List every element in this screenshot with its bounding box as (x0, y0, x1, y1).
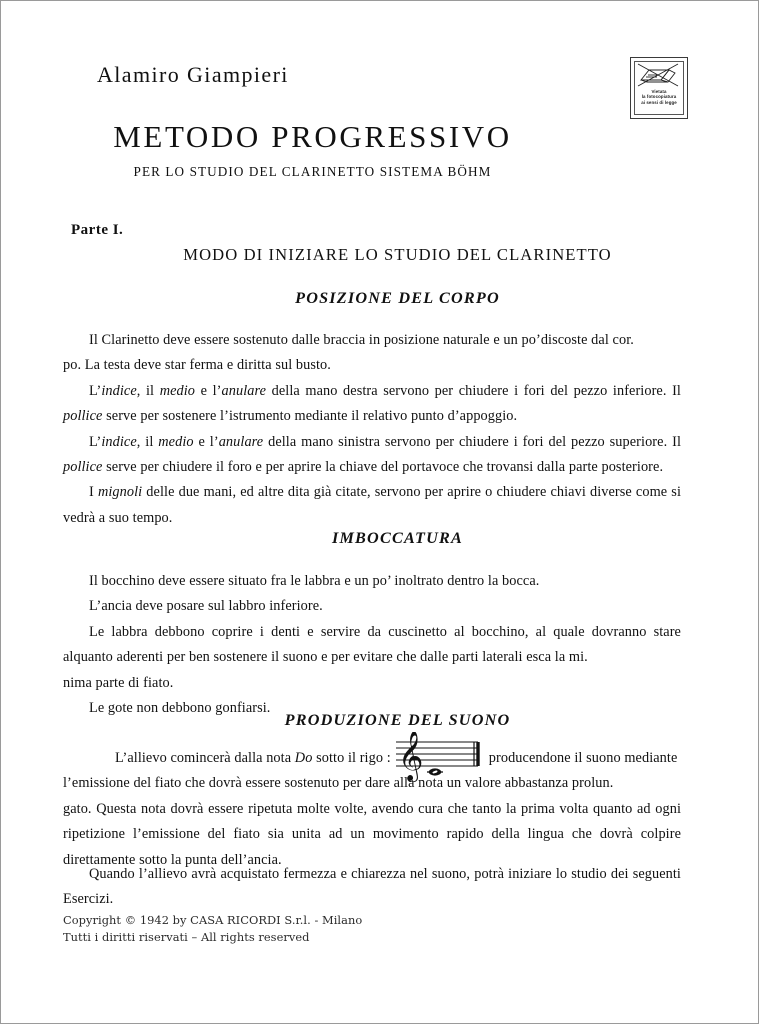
svg-text:𝄞: 𝄞 (397, 732, 424, 781)
stamp-text-line1: Vietata (651, 89, 667, 94)
copyright-notice (63, 912, 362, 945)
copyright-line-1: Copyright © 1942 by CASA RICORDI S.r.l. - Milano (63, 913, 363, 927)
paragraph: L’ancia deve posare sul labbro inferiore. (89, 598, 323, 615)
crossed-photocopier-icon (635, 61, 681, 89)
page-title: METODO PROGRESSIVO (113, 119, 512, 154)
section-heading-posizione-del-corpo: POSIZIONE DEL CORPO (295, 289, 500, 307)
section-body-produzione-del-suono (63, 732, 681, 873)
paragraph: L’indice, il medio e l’anulare della mano sinistra servono per chiudere i fori del pezzo superiore. Il pollice serve per chiudere il foro e per aprire la chiave del portavoce che trovansi dalla parte posteriore. (63, 433, 681, 476)
paragraph: I mignoli delle due mani, ed altre dita già citate, servono per aprire o chiudere chiavi diverse come si vedrà a suo tempo. (63, 484, 682, 526)
section-heading-imboccatura: IMBOCCATURA (331, 529, 464, 547)
paragraph: Quando l’allievo avrà acquistato fermezza e chiarezza nel suono, potrà iniziare lo studio dei seguenti Esercizi. (63, 866, 681, 908)
chapter-heading: MODO DI INIZIARE LO STUDIO DEL CLARINETTO (183, 245, 612, 264)
no-photocopy-stamp (630, 57, 688, 119)
copyright-line-2: Tutti i diritti riservati – All rights reserved (63, 929, 310, 944)
paragraph: Le gote non debbono gonfiarsi. (89, 700, 271, 717)
section-body-imboccatura (63, 569, 681, 721)
paragraph: Le labbra debbono coprire i denti e servire da cuscinetto al bocchino, al quale dovranno stare alquanto aderenti per ben sostenere il suono e per evitare che dalle parti laterali esca la mi. nima parte di fiato. (63, 623, 681, 691)
paragraph: Il bocchino deve essere situato fra le labbra e un po’ inoltrato dentro la bocca. (89, 573, 540, 589)
paragraph: Il Clarinetto deve essere sostenuto dalle braccia in posizione naturale e un po’discoste dal cor. po. La testa deve star ferma e diritta sul busto. (63, 332, 634, 374)
section-body-posizione-del-corpo (63, 328, 681, 531)
paragraph: L’allievo comincerà dalla nota Do sotto il rigo : 𝄞 producendone il suono mediante (115, 732, 678, 781)
section-closing-paragraph (63, 862, 681, 913)
part-label: Parte I. (71, 222, 124, 238)
music-staff-example (394, 732, 486, 781)
stamp-text (631, 89, 687, 105)
stamp-text-line2: la fotocopiatura (641, 94, 677, 100)
page-subtitle: PER LO STUDIO DEL CLARINETTO SISTEMA BÖHM (133, 164, 492, 179)
paragraph: l’emissione del fiato che dovrà essere sostenuto per dare alla nota un valore abbastanza prolun. gato. Questa nota dovrà essere ripetuta molte volte, avendo cura che tanto la prima volta quanto ad ogni ripetizione l’emissione del fiato sia unita ad un movimento rapido della lingua che dovrà colpire direttamente sotto la punta dell’ancia. (63, 775, 681, 868)
author-name: Alamiro Giampieri (97, 62, 289, 87)
stamp-text-line3: ai sensi di legge (641, 99, 677, 105)
paragraph: L’indice, il medio e l’anulare della mano destra servono per chiudere i fori del pezzo inferiore. Il pollice serve per sostenere l’istrumento mediante il relativo punto d’appoggio. (63, 382, 681, 425)
treble-clef-whole-note-staff (394, 732, 486, 782)
section-heading-produzione-del-suono: PRODUZIONE DEL SUONO (284, 711, 511, 729)
